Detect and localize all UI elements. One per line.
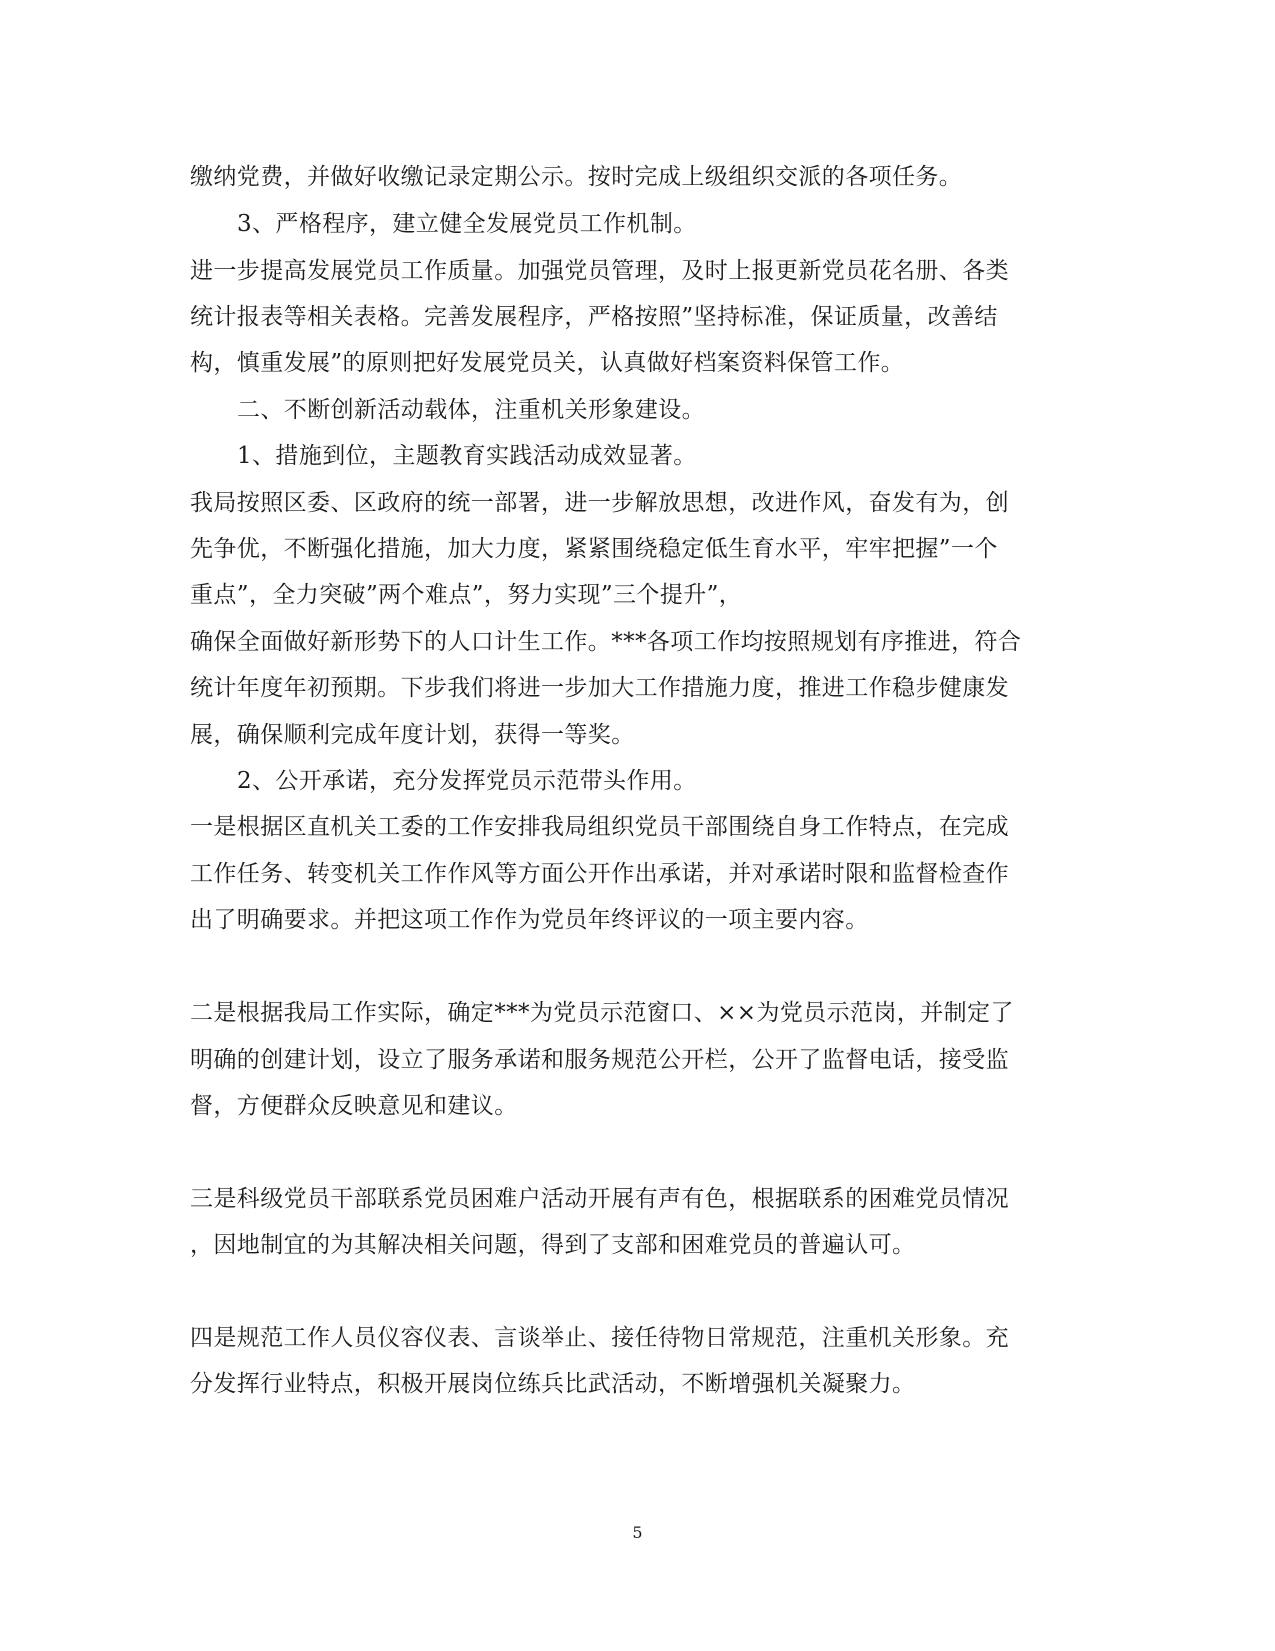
page-number: 5 (632, 1523, 643, 1542)
text-line: 一是根据区直机关工委的工作安排我局组织党员干部围绕自身工作特点，在完成 (190, 814, 1009, 840)
text-line: 督，方便群众反映意见和建议。 (190, 1093, 518, 1119)
section-heading: 1、措施到位，主题教育实践活动成效显著。 (237, 443, 697, 469)
text-line: 统计报表等相关表格。完善发展程序，严格按照”坚持标准，保证质量，改善结 (190, 304, 998, 330)
section-heading: 二、不断创新活动载体，注重机关形象建设。 (237, 397, 705, 423)
text-line: 三是科级党员干部联系党员困难户活动开展有声有色，根据联系的困难党员情况 (190, 1186, 1009, 1212)
text-line: 分发挥行业特点，积极开展岗位练兵比武活动，不断增强机关凝聚力。 (190, 1371, 916, 1397)
section-heading: 3、严格程序，建立健全发展党员工作机制。 (237, 211, 697, 237)
text-line: 统计年度年初预期。下步我们将进一步加大工作措施力度，推进工作稳步健康发 (190, 675, 1009, 701)
section-heading: 2、公开承诺，充分发挥党员示范带头作用。 (237, 768, 697, 794)
text-line: 先争优，不断强化措施，加大力度，紧紧围绕稳定低生育水平，牢牢把握”一个 (190, 536, 998, 562)
text-line: 构，慎重发展”的原则把好发展党员关，认真做好档案资料保管工作。 (190, 350, 905, 376)
text-line: 我局按照区委、区政府的统一部署，进一步解放思想，改进作风，奋发有为，创 (190, 490, 1009, 516)
text-line: 工作任务、转变机关工作作风等方面公开作出承诺，并对承诺时限和监督检查作 (190, 861, 1009, 887)
text-line: 二是根据我局工作实际，确定***为党员示范窗口、××为党员示范岗，并制定了 (190, 1000, 1014, 1026)
text-line: 重点”，全力突破”两个难点”，努力实现”三个提升”， (190, 582, 743, 608)
text-line: ，因地制宜的为其解决相关问题，得到了支部和困难党员的普遍认可。 (190, 1232, 916, 1258)
text-line: 进一步提高发展党员工作质量。加强党员管理，及时上报更新党员花名册、各类 (190, 258, 1009, 284)
text-line: 明确的创建计划，设立了服务承诺和服务规范公开栏，公开了监督电话，接受监 (190, 1047, 1009, 1073)
text-line: 确保全面做好新形势下的人口计生工作。***各项工作均按照规划有序推进，符合 (190, 629, 1022, 655)
text-line: 缴纳党费，并做好收缴记录定期公示。按时完成上级组织交派的各项任务。 (190, 164, 963, 190)
text-line: 出了明确要求。并把这项工作作为党员年终评议的一项主要内容。 (190, 907, 869, 933)
text-line: 展，确保顺利完成年度计划，获得一等奖。 (190, 722, 635, 748)
text-line: 四是规范工作人员仪容仪表、言谈举止、接任待物日常规范，注重机关形象。充 (190, 1325, 1009, 1351)
